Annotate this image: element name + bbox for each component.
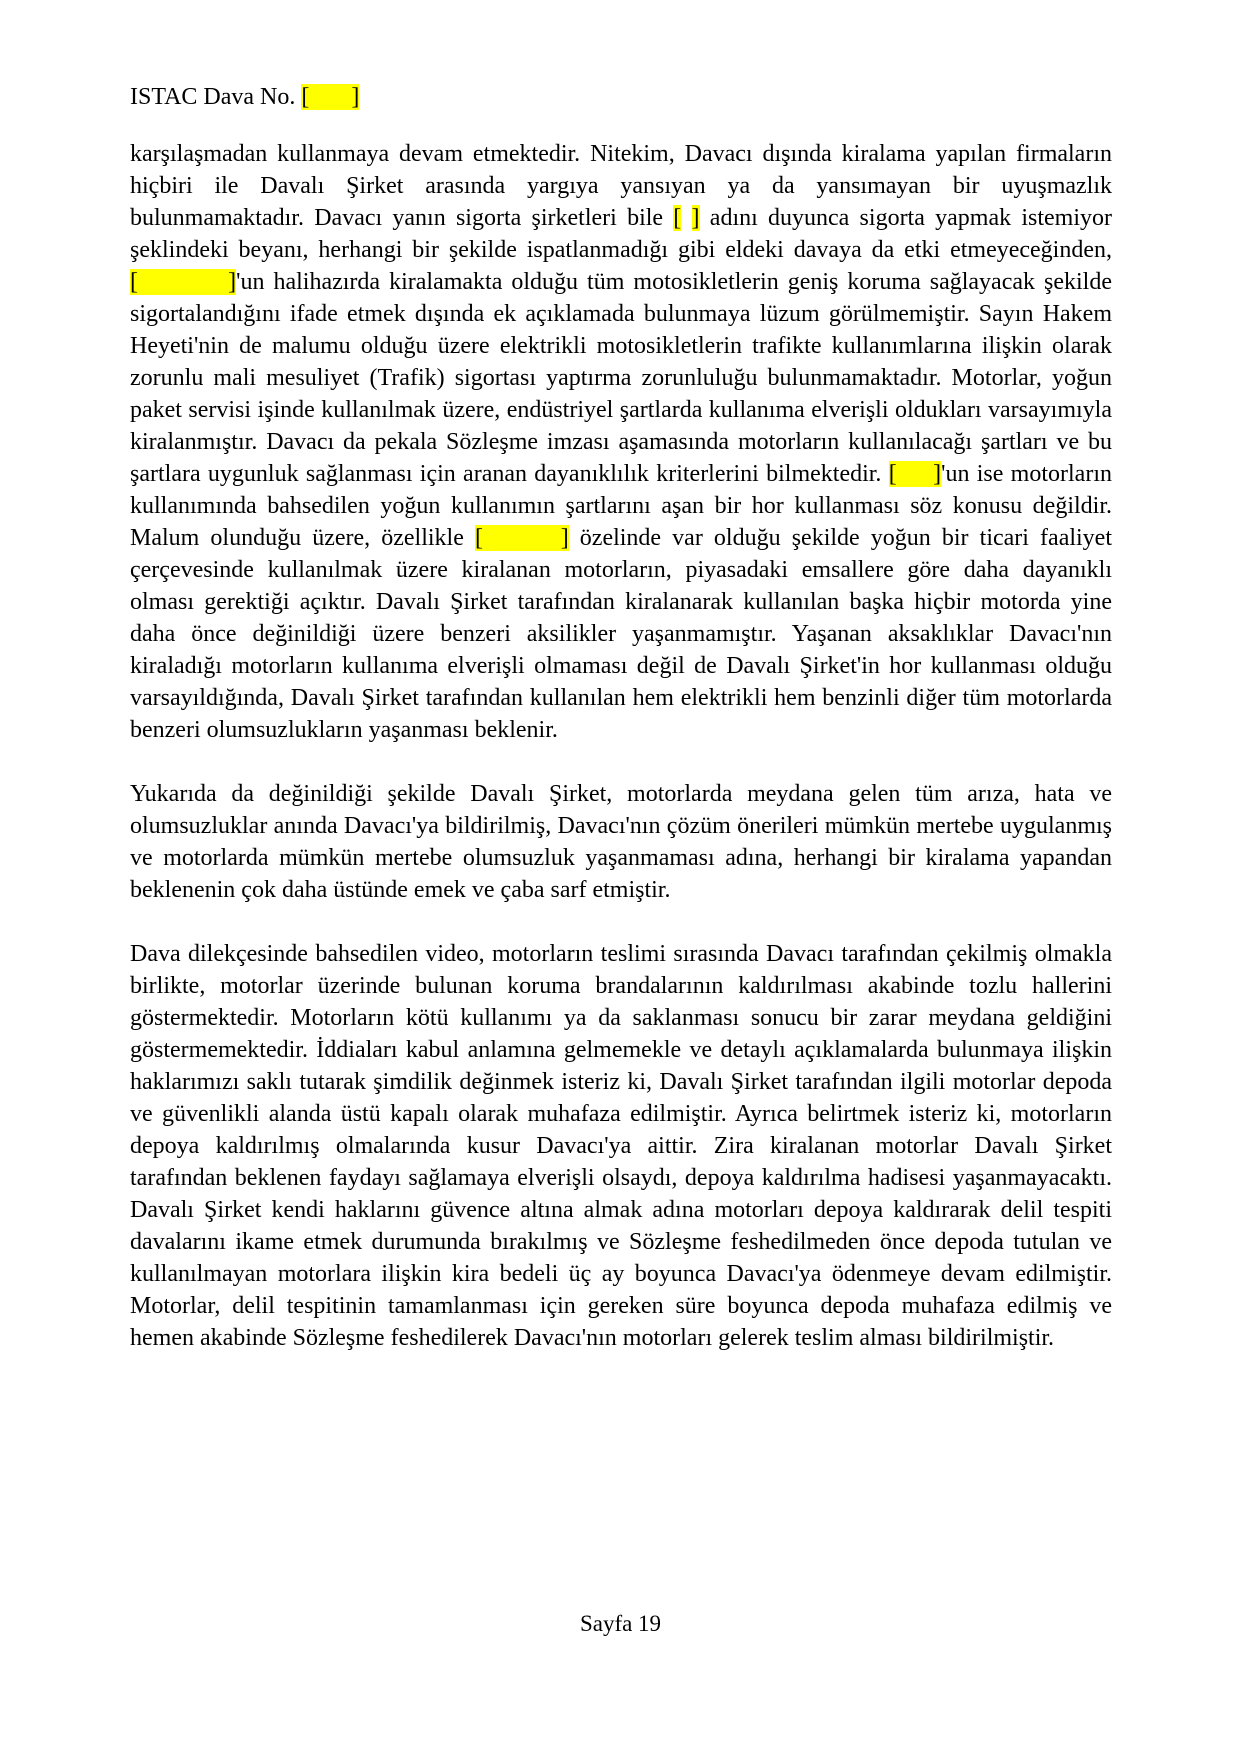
case-number-label: ISTAC Dava No.: [130, 84, 302, 110]
redaction-highlight: [ ]: [474, 525, 569, 551]
body-paragraph-3: [130, 938, 1112, 1354]
document-body: [130, 138, 1112, 1386]
text-run: 'un halihazırda kiralamakta olduğu tüm motosikletlerin geniş koruma sağlayacak şekilde sigortalandığını ifade etmek dışında ek açıklamada bulunmaya lüzum görülmemiştir. Sayın Hakem Heyeti'nin de malumu olduğu üzere elektrikli motosikletlerin trafikte kullanımlarına ilişkin olarak zorunlu mali mesuliyet (Trafik) sigortası yaptırma zorunluluğu bulunmamaktadır. Motorlar, yoğun paket servisi işinde kullanılmak üzere, endüstriyel şartlarda kullanıma elverişli oldukları varsayımıyla kiralanmıştır. Davacı da pekala Sözleşme imzası aşamasında motorların kullanılacağı şartları ve bu şartlara uygunluk sağlanması için aranan dayanıklılık kriterlerini bilmektedir.: [130, 269, 1112, 487]
text-run: Dava dilekçesinde bahsedilen video, motorların teslimi sırasında Davacı tarafından çekilmiş olmakla birlikte, motorlar üzerinde bulunan koruma brandalarının kaldırılması akabinde tozlu hallerini göstermektedir. Motorların kötü kullanımı ya da saklanması sonucu bir zarar meydana geldiğini göstermemektedir. İddiaları kabul anlamına gelmemekle ve detaylı açıklamalarda bulunmaya ilişkin haklarımızı saklı tutarak şimdilik değinmek isteriz ki, Davalı Şirket tarafından ilgili motorlar depoda ve güvenlikli alanda üstü kapalı olarak muhafaza edilmiştir. Ayrıca belirtmek isteriz ki, motorların depoya kaldırılmış olmalarında kusur Davacı'ya aittir. Zira kiralanan motorlar Davalı Şirket tarafından beklenen faydayı sağlamaya elverişli olsaydı, depoya kaldırılma hadisesi yaşanmayacaktı. Davalı Şirket kendi haklarını güvence altına almak adına motorları depoya kaldırarak delil tespiti davalarını ikame etmek durumunda bırakılmış ve Sözleşme feshedilmeden önce depoda tutulan ve kullanılmayan motorlara ilişkin kira bedeli üç ay boyunca Davacı'ya ödenmeye devam edilmiştir. Motorlar, delil tespitinin tamamlanması için gereken süre boyunca depoda muhafaza edilmiş ve hemen akabinde Sözleşme feshedilerek Davacı'nın motorları gelerek teslim alması bildirilmiştir.: [130, 941, 1112, 1351]
case-number-redaction: [ ]: [301, 84, 360, 110]
redaction-highlight: [ ]: [130, 269, 237, 295]
text-run: [681, 205, 691, 231]
redaction-highlight: [ ]: [888, 461, 942, 487]
redaction-highlight: ]: [691, 205, 700, 231]
redaction-highlight: [: [673, 205, 682, 231]
text-run: Yukarıda da değinildiği şekilde Davalı Şirket, motorlarda meydana gelen tüm arıza, hata ve olumsuzluklar anında Davacı'ya bildirilmiş, Davacı'nın çözüm önerileri mümkün mertebe uygulanmış ve motorlarda mümkün mertebe olumsuzluk yaşanmaması adına, herhangi bir kiralama yapandan beklenenin çok daha üstünde emek ve çaba sarf etmiştir.: [130, 781, 1112, 903]
text-run: 'un ise motorların kullanımında bahsedilen yoğun kullanımın şartlarını aşan bir hor kullanması söz konusu değildir. Malum olunduğu üzere, özellikle: [130, 461, 1112, 551]
body-paragraph-2: [130, 778, 1112, 906]
page-header: [130, 82, 359, 112]
text-run: adını duyunca sigorta yapmak istemiyor şeklindeki beyanı, herhangi bir şekilde ispatlanmadığı gibi eldeki davaya da etki etmeyeceğinden,: [130, 205, 1112, 263]
text-run: karşılaşmadan kullanmaya devam etmektedir. Nitekim, Davacı dışında kiralama yapılan firmaların hiçbiri ile Davalı Şirket arasında yargıya yansıyan ya da yansımayan bir uyuşmazlık bulunmamaktadır. Davacı yanın sigorta şirketleri bile: [130, 141, 1112, 231]
body-paragraph-1: [130, 138, 1112, 746]
page-number: Sayfa 19: [579, 1611, 662, 1636]
text-run: özelinde var olduğu şekilde yoğun bir ticari faaliyet çerçevesinde kullanılmak üzere kiralanan motorların, piyasadaki emsallere göre daha dayanıklı olması gerektiği açıktır. Davalı Şirket tarafından kiralanarak kullanılan başka hiçbir motorda yine daha önce değinildiği üzere benzeri aksilikler yaşanmamıştır. Yaşanan aksaklıklar Davacı'nın kiraladığı motorların kullanıma elverişli olmaması değil de Davalı Şirket'in hor kullanması olduğu varsayıldığında, Davalı Şirket tarafından kullanılan hem elektrikli hem benzinli diğer tüm motorlarda benzeri olumsuzlukların yaşanması beklenir.: [130, 525, 1113, 743]
page-footer: [0, 1610, 1241, 1638]
